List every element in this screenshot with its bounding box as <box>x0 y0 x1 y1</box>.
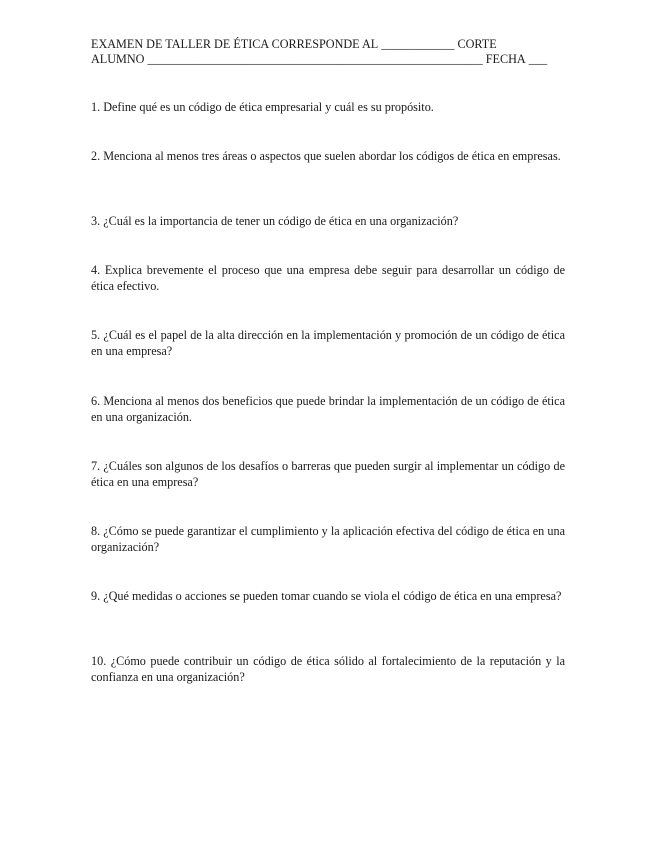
question-3: 3. ¿Cuál es la importancia de tener un código de ética en una organización? <box>91 214 459 228</box>
corte-label: CORTE <box>457 37 497 51</box>
question-5: 5. ¿Cuál es el papel de la alta dirección en la implementación y promoción de un código de ética en una empresa? <box>91 328 565 358</box>
date-blank: ___ <box>528 52 548 66</box>
header-title-line <box>91 37 565 52</box>
question-10: 10. ¿Cómo puede contribuir un código de ética sólido al fortalecimiento de la reputación y la confianza en una organización? <box>91 654 565 684</box>
question-2: 2. Menciona al menos tres áreas o aspectos que suelen abordar los códigos de ética en empresas. <box>91 149 561 163</box>
exam-title: EXAMEN DE TALLER DE ÉTICA CORRESPONDE AL <box>91 37 379 51</box>
date-label: FECHA <box>485 52 526 66</box>
question-4: 4. Explica brevemente el proceso que una empresa debe seguir para desarrollar un código de ética efectivo. <box>91 263 565 293</box>
student-label: ALUMNO <box>91 52 145 66</box>
question-8: 8. ¿Cómo se puede garantizar el cumplimiento y la aplicación efectiva del código de ética en una organización? <box>91 524 565 554</box>
student-name-blank: _______________________________________________________ <box>147 52 483 66</box>
question-7: 7. ¿Cuáles son algunos de los desafíos o barreras que pueden surgir al implementar un código de ética en una empresa? <box>91 459 565 489</box>
question-9: 9. ¿Qué medidas o acciones se pueden tomar cuando se viola el código de ética en una empresa? <box>91 589 562 603</box>
question-1: 1. Define qué es un código de ética empresarial y cuál es su propósito. <box>91 100 434 114</box>
corte-blank: ____________ <box>381 37 455 51</box>
exam-header <box>91 37 565 67</box>
header-student-line <box>91 52 565 67</box>
question-6: 6. Menciona al menos dos beneficios que puede brindar la implementación de un código de ética en una organización. <box>91 394 565 424</box>
